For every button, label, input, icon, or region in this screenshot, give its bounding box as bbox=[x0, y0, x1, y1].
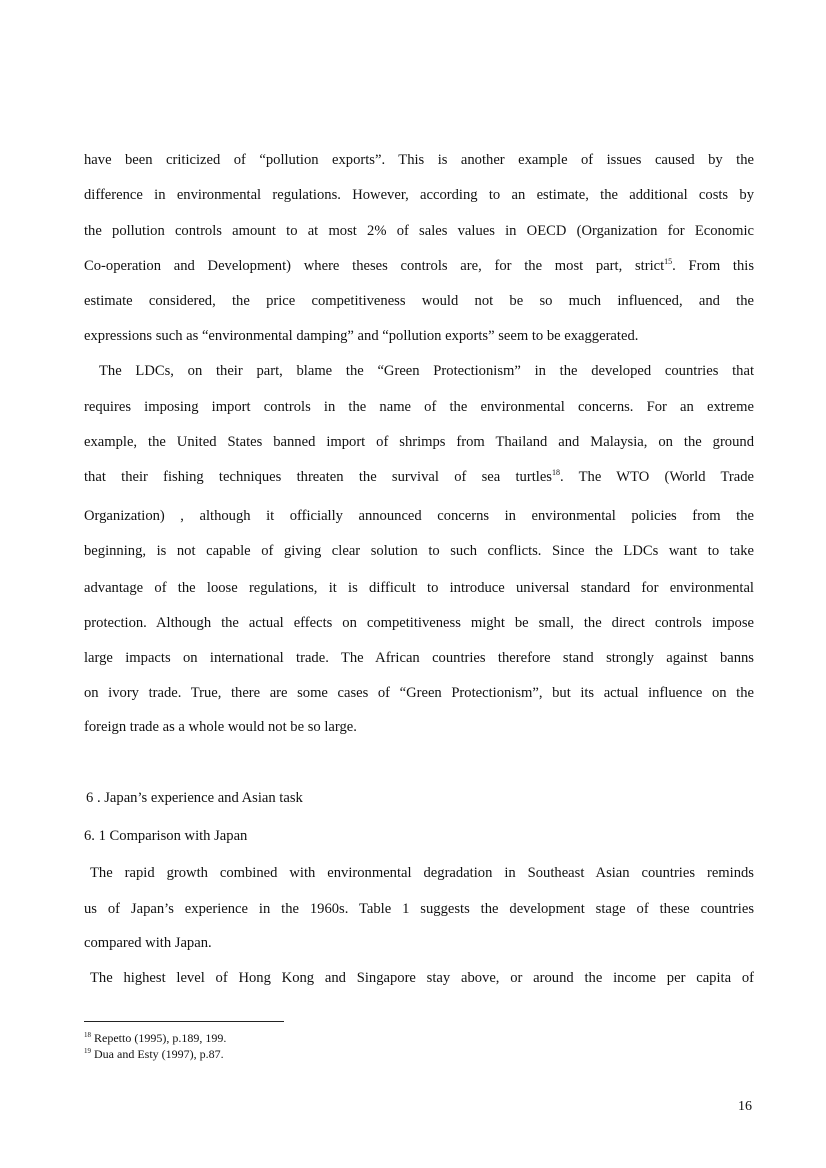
paragraph-1-line-1: have been criticized of “pollution exports”. This is another example of issues caused by the bbox=[84, 152, 754, 168]
paragraph-2-line-4-text: that their fishing techniques threaten the survival of sea turtles bbox=[84, 469, 552, 485]
paragraph-1-line-4-text: Co-operation and Development) where theses controls are, for the most part, strict bbox=[84, 258, 665, 274]
paragraph-3-line-3: compared with Japan. bbox=[84, 935, 212, 951]
paragraph-2-line-7: advantage of the loose regulations, it is difficult to introduce universal standard for environmental bbox=[84, 580, 754, 596]
footnote-18 bbox=[84, 1031, 226, 1045]
footnote-19 bbox=[84, 1047, 224, 1061]
paragraph-2-line-10: on ivory trade. True, there are some cases of “Green Protectionism”, but its actual influence on the bbox=[84, 685, 754, 701]
paragraph-2-line-11: foreign trade as a whole would not be so large. bbox=[84, 719, 357, 735]
paragraph-2-line-5: Organization) , although it officially announced concerns in environmental policies from the bbox=[84, 508, 754, 524]
paragraph-2-line-9: large impacts on international trade. The African countries therefore stand strongly against banns bbox=[84, 650, 754, 666]
paragraph-4-line-1: The highest level of Hong Kong and Singapore stay above, or around the income per capita of bbox=[90, 970, 754, 986]
paragraph-1-line-6: expressions such as “environmental damping” and “pollution exports” seem to be exaggerated. bbox=[84, 328, 639, 344]
paragraph-2-line-4 bbox=[84, 468, 754, 486]
paragraph-3-line-1: The rapid growth combined with environmental degradation in Southeast Asian countries reminds bbox=[90, 865, 754, 881]
subsection-heading: 6. 1 Comparison with Japan bbox=[84, 828, 248, 844]
paragraph-2-line-8: protection. Although the actual effects on competitiveness might be small, the direct controls impose bbox=[84, 615, 754, 631]
paragraph-2-line-6: beginning, is not capable of giving clear solution to such conflicts. Since the LDCs want to take bbox=[84, 543, 754, 559]
footnote-separator bbox=[84, 1021, 284, 1022]
paragraph-2-line-2: requires imposing import controls in the name of the environmental concerns. For an extreme bbox=[84, 399, 754, 415]
paragraph-3-line-2: us of Japan’s experience in the 1960s. Table 1 suggests the development stage of these countries bbox=[84, 901, 754, 917]
section-heading: 6 . Japan’s experience and Asian task bbox=[86, 790, 303, 806]
paragraph-1-line-5: estimate considered, the price competitiveness would not be so much influenced, and the bbox=[84, 293, 754, 309]
paragraph-2-line-1: The LDCs, on their part, blame the “Green Protectionism” in the developed countries that bbox=[99, 363, 754, 379]
footnote-18-text: Repetto (1995), p.189, 199. bbox=[91, 1031, 227, 1045]
paragraph-1-line-4-end: . From this bbox=[672, 258, 754, 274]
footnote-ref-15: 15 bbox=[664, 257, 673, 267]
footnote-19-text: Dua and Esty (1997), p.87. bbox=[91, 1047, 224, 1061]
page-number: 16 bbox=[738, 1099, 752, 1114]
paragraph-1-line-3: the pollution controls amount to at most 2% of sales values in OECD (Organization for Economic bbox=[84, 223, 754, 239]
paragraph-1-line-4 bbox=[84, 257, 754, 275]
paragraph-2-line-3: example, the United States banned import of shrimps from Thailand and Malaysia, on the ground bbox=[84, 434, 754, 450]
footnote-18-mark: 18 bbox=[84, 1031, 91, 1039]
footnote-19-mark: 19 bbox=[84, 1047, 91, 1055]
footnote-ref-18: 18 bbox=[551, 468, 560, 478]
paragraph-1-line-2: difference in environmental regulations. However, according to an estimate, the additional costs by bbox=[84, 187, 754, 203]
paragraph-2-line-4-end: . The WTO (World Trade bbox=[559, 469, 754, 485]
